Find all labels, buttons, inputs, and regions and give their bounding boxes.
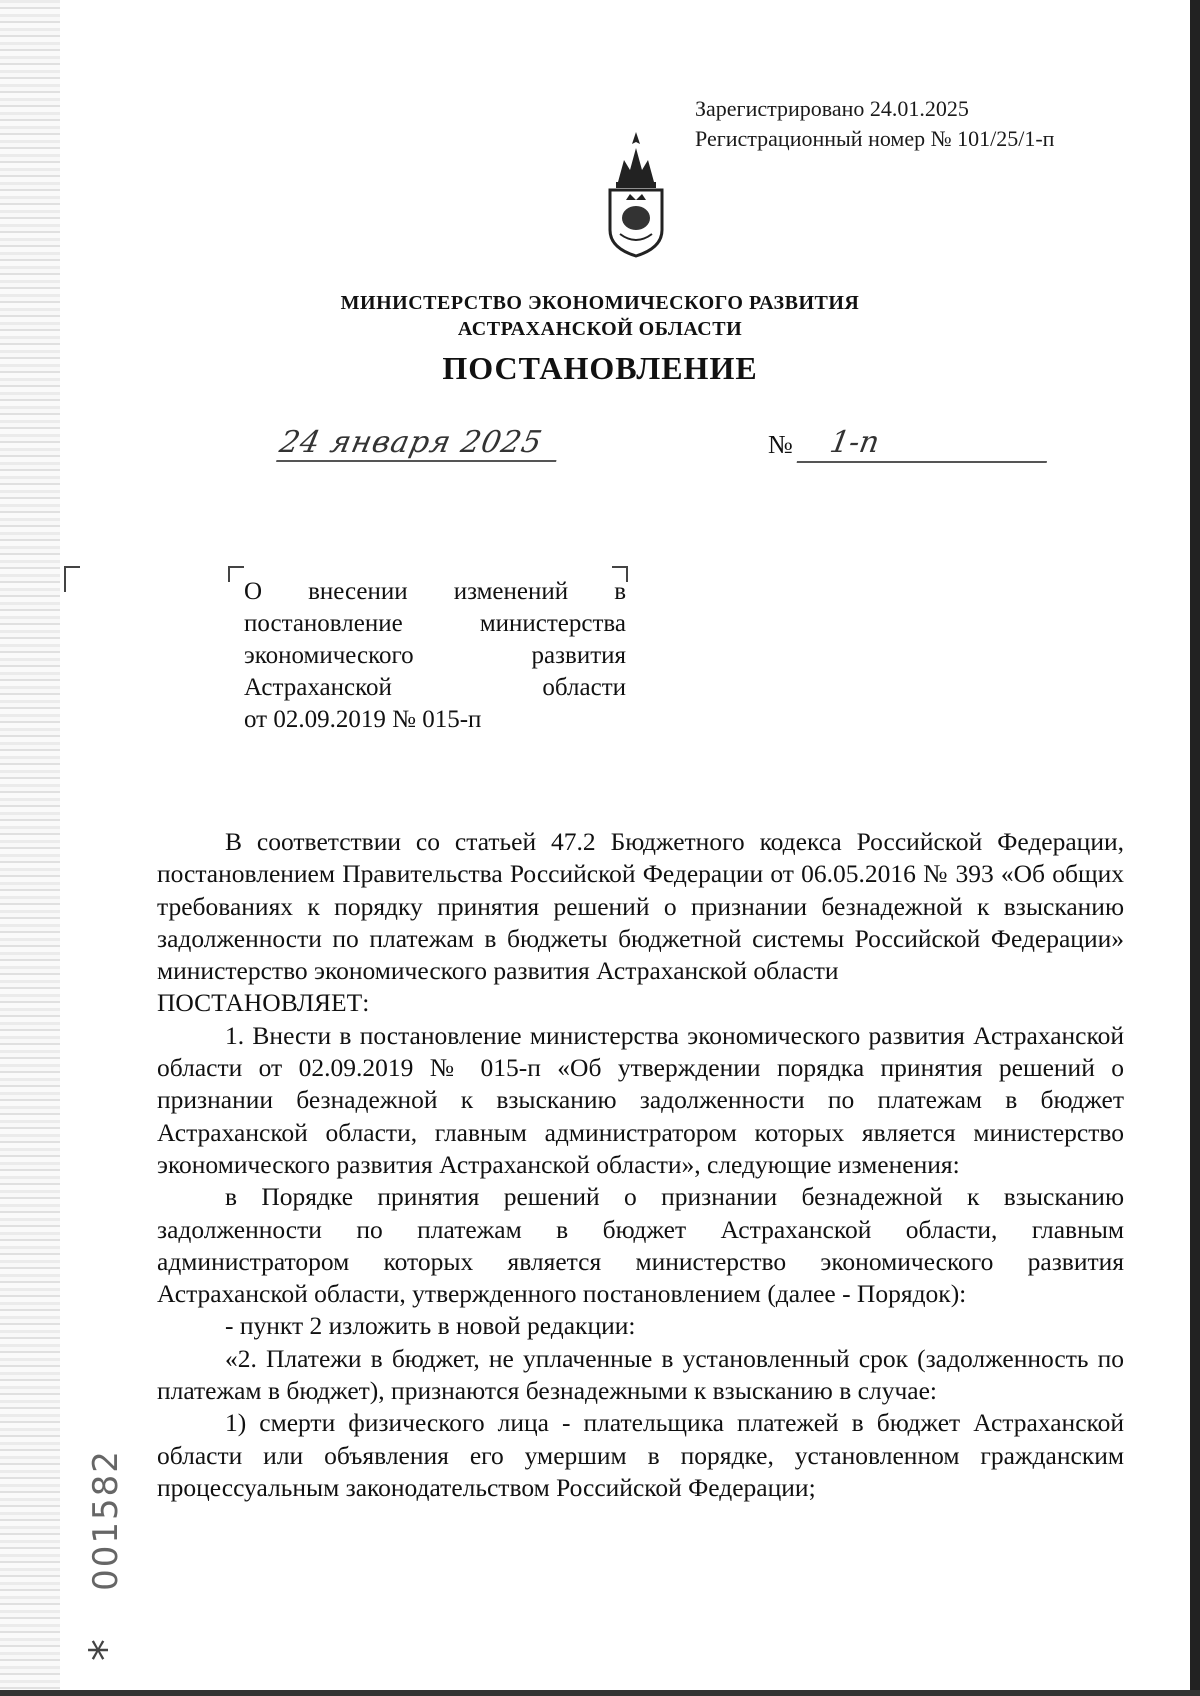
number-sign: № xyxy=(768,430,793,459)
document-body xyxy=(157,826,1124,1504)
registration-block xyxy=(695,94,1054,154)
subject-corner-left xyxy=(228,566,244,582)
handwritten-number: 1-п xyxy=(797,425,1054,463)
registration-number: Регистрационный номер № 101/25/1-п xyxy=(695,126,1055,151)
registration-date: Зарегистрировано 24.01.2025 xyxy=(695,96,969,121)
body-paragraph: в Порядке принятия решений о признании безнадежной к взысканию задолженности по платежам в бюджет Астраханской области, главным администратором которых является министерство экономического развития Астраханской области, утвержденного постановлением (далее - Порядок): xyxy=(157,1182,1124,1309)
stamp-number: 001582 xyxy=(86,1449,126,1591)
body-paragraph: - пункт 2 изложить в новой редакции: xyxy=(225,1311,636,1341)
coat-of-arms-icon xyxy=(600,130,672,260)
document-id-stamp xyxy=(80,1420,132,1661)
subject-line: постановление министерства xyxy=(244,610,626,637)
stamp-asterisk-icon: * xyxy=(80,1639,132,1661)
subject-line: Астраханской области xyxy=(244,674,626,701)
subject-line: экономического развития xyxy=(244,642,626,669)
document-type-title: ПОСТАНОВЛЕНИЕ xyxy=(442,350,758,386)
body-paragraph: 1. Внести в постановление министерства экономического развития Астраханской области от 02.09.2019 № 015-п «Об утверждении порядка принятия решений о признании безнадежной к взысканию задолженности по платежам в бюджет Астраханской области, главным администратором которых является министерство экономического развития Астраханской области», следующие изменения: xyxy=(157,1020,1124,1179)
ministry-name-line1: МИНИСТЕРСТВО ЭКОНОМИЧЕСКОГО РАЗВИТИЯ xyxy=(340,292,860,314)
body-paragraph: 1) смерти физического лица - плательщика платежей в бюджет Астраханской области или объявления его умершим в порядке, установленном гражданским процессуальным законодательством Российской Федерации; xyxy=(157,1408,1124,1502)
subject-block xyxy=(244,576,626,736)
resolution-keyword: ПОСТАНОВЛЯЕТ: xyxy=(157,988,370,1018)
subject-line: О внесении изменений в xyxy=(244,578,626,605)
subject-line: от 02.09.2019 № 015-п xyxy=(244,706,482,733)
handwritten-date: 24 января 2025 xyxy=(276,425,564,462)
margin-tick xyxy=(64,566,80,592)
scan-edge-bottom xyxy=(0,1690,1200,1696)
scan-edge-left xyxy=(0,0,60,1696)
body-paragraph: «2. Платежи в бюджет, не уплаченные в установленный срок (задолженность по платежам в бюджет), признаются безнадежными к взысканию в случае: xyxy=(157,1343,1124,1406)
ministry-name-line2: АСТРАХАНСКОЙ ОБЛАСТИ xyxy=(457,318,743,340)
scan-edge-right xyxy=(1190,0,1200,1696)
body-paragraph: В соответствии со статьей 47.2 Бюджетного кодекса Российской Федерации, постановлением Правительства Российской Федерации от 06.05.2016 № 393 «Об общих требованиях к порядку принятия решений о признании безнадежной к взысканию задолженности по платежам в бюджеты бюджетной системы Российской Федерации» министерство экономического развития Астраханской области xyxy=(157,827,1124,986)
